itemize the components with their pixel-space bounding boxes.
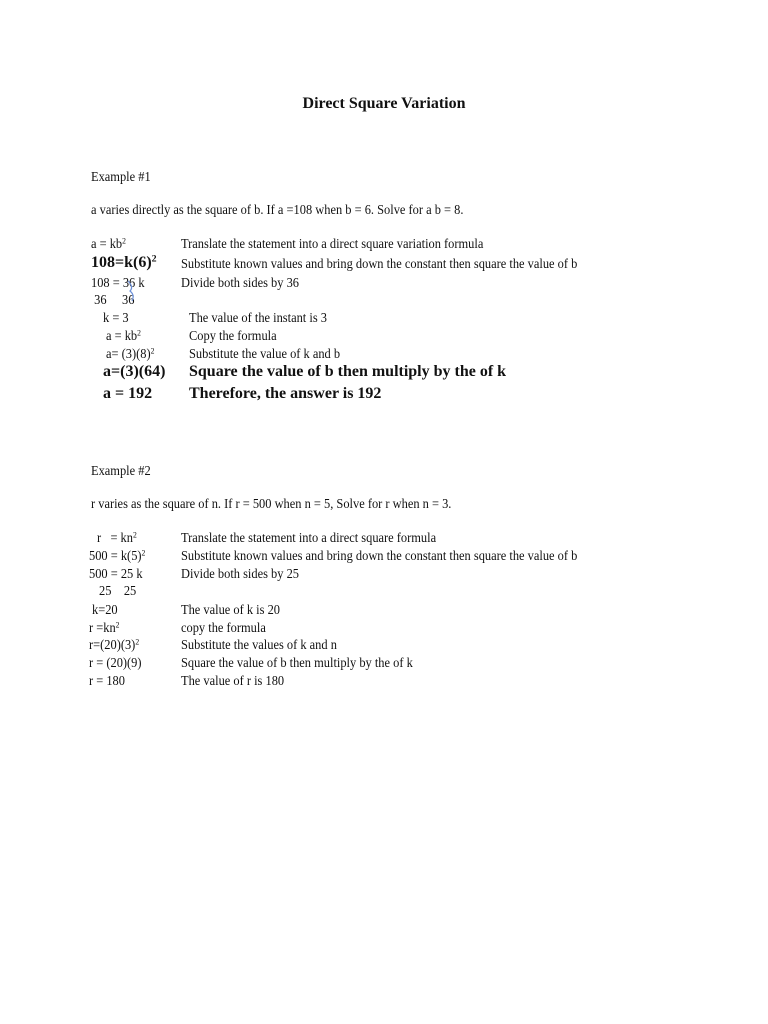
example2-step-desc: Substitute the values of k and n	[181, 637, 337, 652]
example1-step-desc: Therefore, the answer is 192	[189, 385, 382, 402]
example2-step-expr: k=20	[92, 602, 118, 617]
example1-step-expr: a=(3)(64)	[103, 363, 166, 380]
example1-step-desc: The value of the instant is 3	[189, 310, 327, 325]
example1-heading: Example #1	[91, 169, 151, 184]
example1-step-expr: k = 3	[103, 310, 129, 325]
example1-step-expr: $a = kb^2$	[106, 328, 142, 343]
example2-step-expr: $500 = k(5)^2$	[89, 548, 146, 563]
example1-step-expr: $a= (3)(8)^2$	[106, 346, 155, 361]
example2-step-expr: $r =kn^2$	[89, 620, 120, 635]
example2-heading: Example #2	[91, 463, 151, 478]
example1-step-desc: Copy the formula	[189, 328, 277, 343]
example2-step-expr: 25 25	[99, 583, 137, 598]
example2-step-expr: $r = kn^2$	[97, 530, 137, 545]
example2-step-desc: Divide both sides by 25	[181, 566, 299, 581]
example2-step-desc: Translate the statement into a direct square formula	[181, 530, 437, 545]
example2-step-desc: The value of k is 20	[181, 602, 281, 617]
example2-step-desc: Substitute known values and bring down the constant then square the value of b	[181, 548, 578, 563]
text-cursor-icon	[126, 279, 138, 303]
example2-problem: r varies as the square of n. If r = 500 when n = 5, Solve for r when n = 3.	[91, 496, 452, 511]
example1-step-desc: Translate the statement into a direct square variation formula	[181, 236, 484, 251]
example2-step-desc: copy the formula	[181, 620, 266, 635]
example1-step-desc: Square the value of b then multiply by the of k	[189, 363, 507, 380]
example2-step-expr: $r=(20)(3)^2$	[89, 637, 140, 652]
page-title: Direct Square Variation	[302, 95, 466, 112]
example1-step-expr: $a = kb^2$	[91, 236, 127, 251]
example2-step-expr: 500 = 25 k	[89, 566, 143, 581]
example1-step-desc: Substitute known values and bring down the constant then square the value of b	[181, 256, 578, 271]
example2-step-desc: Square the value of b then multiply by the of k	[181, 655, 413, 670]
example2-step-expr: r = (20)(9)	[89, 655, 142, 670]
example1-step-desc: Divide both sides by 36	[181, 275, 299, 290]
example1-problem: a varies directly as the square of b. If a =108 when b = 6. Solve for a b = 8.	[91, 202, 464, 217]
example2-step-expr: r = 180	[89, 673, 125, 688]
example1-step-expr: 36 36	[91, 292, 135, 307]
example1-step-expr: $108=k(6)^2$	[91, 253, 157, 271]
example1-step-desc: Substitute the value of k and b	[189, 346, 341, 361]
example2-step-desc: The value of r is 180	[181, 673, 285, 688]
example1-step-expr: 108 = 36 k	[91, 275, 145, 290]
example1-step-expr: a = 192	[103, 385, 153, 402]
